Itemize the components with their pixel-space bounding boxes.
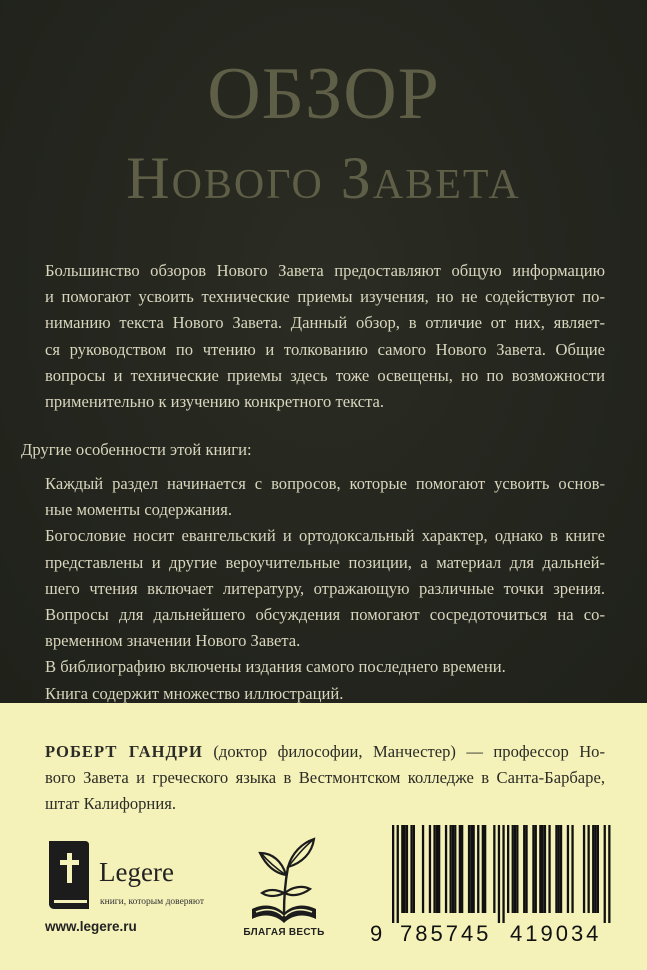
barcode-bar: [438, 825, 440, 913]
barcode-bar: [477, 825, 479, 913]
legere-url: www.legere.ru: [45, 919, 137, 934]
barcode-bar: [539, 825, 541, 913]
feature-line: Вопросы для дальнейшего обсуждения помогают сосредоточиться на со-: [45, 604, 605, 624]
intro-line: ся руководством по чтению и толкованию самого Нового Завета. Общие: [45, 339, 605, 359]
intro-line: и помогают усвоить технические приемы изучения, но не содействуют по-: [45, 287, 605, 307]
barcode-bar: [392, 825, 394, 923]
legere-logo: [45, 835, 205, 945]
title-line-1: ОБЗОР: [207, 53, 440, 135]
barcode-bar: [413, 825, 415, 913]
feature-line: шего чтения включает литературу, отражающую различные точки зрения.: [45, 578, 605, 598]
feature-line: ные моменты содержания.: [45, 500, 232, 520]
barcode-bar: [555, 825, 557, 913]
barcode-bar: [397, 825, 399, 923]
feature-line: Книга содержит множество иллюстраций.: [45, 683, 344, 703]
barcode-bar: [560, 825, 562, 913]
isbn-digits: [370, 921, 618, 947]
features-list: [45, 471, 605, 707]
barcode-bar: [567, 825, 569, 913]
barcode-bar: [525, 825, 527, 913]
barcode-bars: [370, 825, 618, 923]
author-line-2: вого Завета и греческого языка в Вестмонтском колледже в Санта-Барбаре,: [45, 768, 605, 788]
barcode-bar: [404, 825, 406, 913]
other-features-heading: Другие особенности этой книги:: [21, 440, 252, 459]
author-bio: [45, 739, 605, 818]
barcode-bar: [608, 825, 610, 923]
author-line-3: штат Калифорния.: [45, 794, 176, 814]
isbn-first-digit: 9: [370, 921, 383, 946]
barcode-bar: [406, 825, 408, 913]
author-name: РОБЕРТ ГАНДРИ: [45, 742, 203, 761]
feature-line: Богословие носит евангельский и ортодоксальный характер, однако в книге: [45, 526, 605, 546]
book-sprout-icon: [248, 831, 320, 925]
barcode-bar: [429, 825, 431, 913]
isbn-right-group: 419034: [510, 921, 602, 946]
feature-line: Каждый раздел начинается с вопросов, которые помогают усвоить основ-: [45, 474, 605, 493]
barcode-bar: [523, 825, 525, 913]
author-line-1: [45, 739, 605, 765]
barcode-bar: [592, 825, 594, 913]
book-cross-icon: [45, 839, 91, 911]
intro-line: применительно к изучению конкретного текста.: [45, 391, 385, 411]
author-line-1-rest: (доктор философии, Манчестер) — профессор Но-: [202, 742, 606, 761]
barcode-bar: [588, 825, 590, 913]
barcode-bar: [498, 825, 500, 923]
isbn-barcode: [370, 825, 618, 949]
barcode-bar: [450, 825, 452, 913]
barcode-bar: [422, 825, 424, 913]
barcode-bar: [542, 825, 544, 913]
barcode-bar: [512, 825, 514, 913]
title-line-2: Нового Завета: [126, 145, 521, 211]
barcode-bar: [445, 825, 447, 913]
legere-name: Legere: [99, 857, 174, 887]
barcode-bar: [502, 825, 504, 923]
barcode-bar: [493, 825, 495, 913]
barcode-bar: [583, 825, 585, 913]
isbn-left-group: 785745: [400, 921, 492, 946]
barcode-bar: [433, 825, 435, 913]
feature-line: представлены и другие вероучительные позиции, а материал для дальней-: [45, 552, 605, 572]
barcode-bar: [484, 825, 486, 913]
barcode-bar: [544, 825, 546, 913]
intro-paragraph: [45, 258, 605, 415]
intro-line: вопросы и технические приемы здесь тоже освещены, но по возможности: [45, 365, 605, 385]
barcode-bar: [558, 825, 560, 913]
feature-line: временном значении Нового Завета.: [45, 631, 301, 651]
barcode-bar: [401, 825, 403, 913]
barcode-bar: [482, 825, 484, 913]
barcode-bar: [452, 825, 454, 913]
barcode-bar: [535, 825, 537, 913]
barcode-bar: [461, 825, 463, 913]
barcode-bar: [597, 825, 599, 913]
barcode-bar: [507, 825, 509, 913]
barcode-bar: [473, 825, 475, 913]
barcode-bar: [571, 825, 573, 913]
barcode-bar: [468, 825, 470, 913]
blagaya-vest-name: БЛАГАЯ ВЕСТЬ: [243, 927, 325, 938]
intro-line: Большинство обзоров Нового Завета предоставляют общую информацию: [45, 261, 605, 280]
barcode-bar: [532, 825, 534, 913]
barcode-bar: [514, 825, 516, 913]
legere-slogan: книги, которым доверяют: [100, 897, 205, 907]
barcode-bar: [436, 825, 438, 913]
barcode-bar: [516, 825, 518, 913]
barcode-bar: [470, 825, 472, 913]
blagaya-vest-logo: [234, 831, 334, 943]
barcode-bar: [454, 825, 456, 913]
barcode-bar: [604, 825, 606, 923]
barcode-bar: [594, 825, 596, 913]
barcode-bar: [410, 825, 412, 913]
barcode-bar: [459, 825, 461, 913]
feature-line: В библиографию включены издания самого последнего времени.: [45, 657, 506, 677]
barcode-bar: [548, 825, 550, 913]
light-panel: [0, 703, 647, 970]
intro-line: ниманию текста Нового Завета. Данный обзор, в отличие от них, являет-: [45, 313, 605, 333]
